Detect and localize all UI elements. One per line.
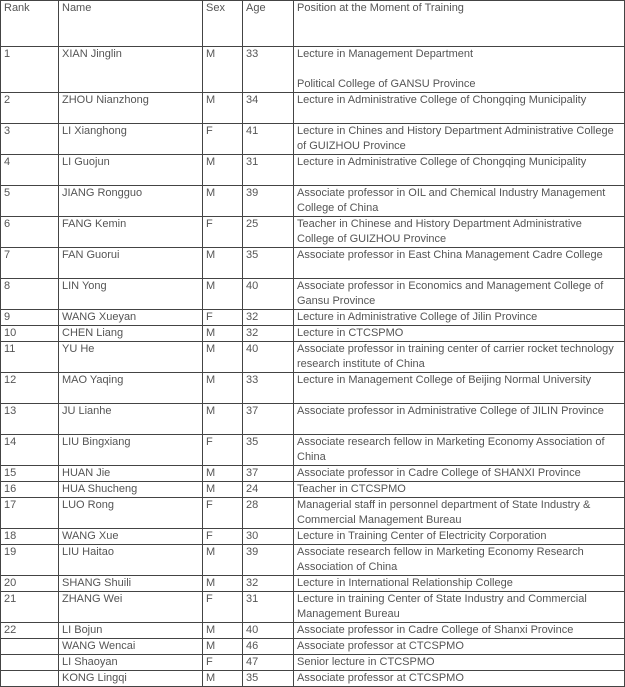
cell-age: 35 xyxy=(243,671,294,687)
cell-sex: M xyxy=(203,404,243,435)
cell-position xyxy=(294,466,625,482)
cell-position xyxy=(294,639,625,655)
cell-sex: M xyxy=(203,576,243,592)
cell-age: 47 xyxy=(243,655,294,671)
cell-age: 39 xyxy=(243,545,294,576)
cell-position xyxy=(294,373,625,404)
cell-rank: 9 xyxy=(1,310,59,326)
cell-rank: 10 xyxy=(1,326,59,342)
table-row xyxy=(1,342,625,373)
table-row xyxy=(1,373,625,404)
header-position: Position at the Moment of Training xyxy=(294,1,625,47)
cell-rank: 1 xyxy=(1,47,59,93)
cell-position xyxy=(294,435,625,466)
cell-sex: M xyxy=(203,93,243,124)
cell-sex: M xyxy=(203,248,243,279)
table-row xyxy=(1,576,625,592)
cell-sex: M xyxy=(203,155,243,186)
cell-age: 28 xyxy=(243,498,294,529)
cell-age: 37 xyxy=(243,404,294,435)
cell-rank: 5 xyxy=(1,186,59,217)
cell-age: 24 xyxy=(243,482,294,498)
cell-rank: 14 xyxy=(1,435,59,466)
position-line: Teacher in Chinese and History Department Administrative College of GUIZHOU Province xyxy=(297,218,582,245)
cell-name: FAN Guorui xyxy=(59,248,203,279)
position-line: Managerial staff in personnel department of State Industry & Commercial Management Bureau xyxy=(297,499,591,526)
cell-name: LIU Haitao xyxy=(59,545,203,576)
cell-age: 30 xyxy=(243,529,294,545)
cell-name: LIN Yong xyxy=(59,279,203,310)
table-row xyxy=(1,498,625,529)
cell-rank: 13 xyxy=(1,404,59,435)
cell-age: 32 xyxy=(243,326,294,342)
cell-position xyxy=(294,623,625,639)
position-line: Lecture in Administrative College of Chongqing Municipality xyxy=(297,94,587,106)
cell-age: 33 xyxy=(243,373,294,404)
cell-name: JU Lianhe xyxy=(59,404,203,435)
position-line: Senior lecture in CTCSPMO xyxy=(297,656,435,668)
cell-sex: M xyxy=(203,639,243,655)
cell-position xyxy=(294,155,625,186)
cell-age: 37 xyxy=(243,466,294,482)
cell-rank: 20 xyxy=(1,576,59,592)
cell-name: WANG Xue xyxy=(59,529,203,545)
cell-position xyxy=(294,279,625,310)
position-line: Associate professor in OIL and Chemical Industry Management College of China xyxy=(297,187,606,214)
cell-name: LIU Bingxiang xyxy=(59,435,203,466)
cell-age: 33 xyxy=(243,47,294,93)
cell-age: 35 xyxy=(243,248,294,279)
cell-position xyxy=(294,404,625,435)
cell-rank: 15 xyxy=(1,466,59,482)
cell-rank: 2 xyxy=(1,93,59,124)
position-line: Associate professor in Administrative College of JILIN Province xyxy=(297,405,604,417)
cell-rank: 19 xyxy=(1,545,59,576)
position-line: Lecture in Chines and History Department Administrative College of GUIZHOU Province xyxy=(297,125,614,152)
table-row xyxy=(1,248,625,279)
cell-age: 32 xyxy=(243,576,294,592)
cell-name: LUO Rong xyxy=(59,498,203,529)
cell-rank: 18 xyxy=(1,529,59,545)
table-row xyxy=(1,310,625,326)
cell-position xyxy=(294,186,625,217)
cell-age: 39 xyxy=(243,186,294,217)
cell-position xyxy=(294,545,625,576)
cell-name: XIAN Jinglin xyxy=(59,47,203,93)
position-line: Associate professor in East China Management Cadre College xyxy=(297,249,603,261)
cell-rank xyxy=(1,671,59,687)
cell-age: 34 xyxy=(243,93,294,124)
header-name: Name xyxy=(59,1,203,47)
cell-position xyxy=(294,248,625,279)
cell-sex: F xyxy=(203,498,243,529)
table-row xyxy=(1,279,625,310)
cell-rank: 12 xyxy=(1,373,59,404)
table-row xyxy=(1,124,625,155)
cell-position xyxy=(294,310,625,326)
cell-position xyxy=(294,592,625,623)
cell-name: KONG Lingqi xyxy=(59,671,203,687)
cell-name: LI Xianghong xyxy=(59,124,203,155)
cell-name: WANG Xueyan xyxy=(59,310,203,326)
cell-name: YU He xyxy=(59,342,203,373)
header-age: Age xyxy=(243,1,294,47)
cell-sex: F xyxy=(203,124,243,155)
cell-position xyxy=(294,124,625,155)
table-row xyxy=(1,326,625,342)
cell-name: LI Guojun xyxy=(59,155,203,186)
cell-sex: M xyxy=(203,373,243,404)
cell-name: MAO Yaqing xyxy=(59,373,203,404)
cell-age: 31 xyxy=(243,592,294,623)
cell-sex: M xyxy=(203,671,243,687)
cell-name: LI Shaoyan xyxy=(59,655,203,671)
table-body xyxy=(1,1,625,687)
cell-age: 32 xyxy=(243,310,294,326)
table-row xyxy=(1,623,625,639)
cell-age: 25 xyxy=(243,217,294,248)
table-row xyxy=(1,404,625,435)
cell-age: 31 xyxy=(243,155,294,186)
cell-sex: M xyxy=(203,623,243,639)
cell-sex: M xyxy=(203,545,243,576)
cell-sex: M xyxy=(203,482,243,498)
position-line xyxy=(297,62,621,77)
position-line: Lecture in Administrative College of Chongqing Municipality xyxy=(297,156,587,168)
position-line: Lecture in Administrative College of Jilin Province xyxy=(297,311,538,323)
cell-rank: 17 xyxy=(1,498,59,529)
position-line: Associate professor at CTCSPMO xyxy=(297,640,464,652)
cell-sex: M xyxy=(203,47,243,93)
cell-age: 40 xyxy=(243,623,294,639)
cell-name: LI Bojun xyxy=(59,623,203,639)
position-line: Teacher in CTCSPMO xyxy=(297,483,406,495)
cell-position xyxy=(294,498,625,529)
cell-sex: F xyxy=(203,529,243,545)
table-row xyxy=(1,93,625,124)
position-line: Associate professor in Cadre College of SHANXI Province xyxy=(297,467,581,479)
cell-age: 46 xyxy=(243,639,294,655)
cell-name: FANG Kemin xyxy=(59,217,203,248)
position-line: Associate professor at CTCSPMO xyxy=(297,672,464,684)
cell-position xyxy=(294,671,625,687)
cell-position xyxy=(294,326,625,342)
cell-rank: 16 xyxy=(1,482,59,498)
position-line: Lecture in training Center of State Industry and Commercial Management Bureau xyxy=(297,593,587,620)
cell-age: 40 xyxy=(243,279,294,310)
cell-sex: M xyxy=(203,342,243,373)
cell-position xyxy=(294,342,625,373)
position-line: Associate professor in Cadre College of Shanxi Province xyxy=(297,624,574,636)
cell-name: ZHOU Nianzhong xyxy=(59,93,203,124)
cell-sex: F xyxy=(203,592,243,623)
position-line: Associate professor in training center of carrier rocket technology research institute of China xyxy=(297,343,614,370)
cell-age: 35 xyxy=(243,435,294,466)
position-line: Associate professor in Economics and Management College of Gansu Province xyxy=(297,280,604,307)
position-line: Associate research fellow in Marketing Economy Research Association of China xyxy=(297,546,584,573)
table-row xyxy=(1,655,625,671)
cell-name: ZHANG Wei xyxy=(59,592,203,623)
cell-name: WANG Wencai xyxy=(59,639,203,655)
cell-sex: M xyxy=(203,186,243,217)
cell-rank: 11 xyxy=(1,342,59,373)
cell-position xyxy=(294,529,625,545)
cell-name: HUAN Jie xyxy=(59,466,203,482)
table-row xyxy=(1,671,625,687)
cell-position xyxy=(294,217,625,248)
position-line: Lecture in International Relationship College xyxy=(297,577,513,589)
table-row xyxy=(1,639,625,655)
cell-rank: 7 xyxy=(1,248,59,279)
cell-rank: 21 xyxy=(1,592,59,623)
cell-rank: 22 xyxy=(1,623,59,639)
table-row xyxy=(1,592,625,623)
position-line: Associate research fellow in Marketing Economy Association of China xyxy=(297,436,605,463)
position-line: Lecture in Management Department xyxy=(297,48,474,60)
table-row xyxy=(1,186,625,217)
position-line: Political College of GANSU Province xyxy=(297,78,476,90)
cell-rank: 6 xyxy=(1,217,59,248)
header-rank: Rank xyxy=(1,1,59,47)
cell-position xyxy=(294,482,625,498)
table-row xyxy=(1,217,625,248)
cell-sex: F xyxy=(203,310,243,326)
cell-age: 40 xyxy=(243,342,294,373)
position-line: Lecture in CTCSPMO xyxy=(297,327,404,339)
cell-rank: 8 xyxy=(1,279,59,310)
cell-sex: F xyxy=(203,217,243,248)
table-row xyxy=(1,482,625,498)
cell-rank xyxy=(1,639,59,655)
cell-rank xyxy=(1,655,59,671)
table-row xyxy=(1,529,625,545)
cell-name: JIANG Rongguo xyxy=(59,186,203,217)
cell-sex: M xyxy=(203,466,243,482)
cell-sex: F xyxy=(203,655,243,671)
table-row xyxy=(1,47,625,93)
table-row xyxy=(1,155,625,186)
cell-position xyxy=(294,576,625,592)
header-sex: Sex xyxy=(203,1,243,47)
cell-sex: M xyxy=(203,279,243,310)
cell-position xyxy=(294,655,625,671)
position-line: Lecture in Training Center of Electricity Corporation xyxy=(297,530,547,542)
table-row xyxy=(1,466,625,482)
cell-position xyxy=(294,93,625,124)
table-row xyxy=(1,435,625,466)
cell-rank: 4 xyxy=(1,155,59,186)
cell-sex: F xyxy=(203,435,243,466)
table-header-row xyxy=(1,1,625,47)
cell-age: 41 xyxy=(243,124,294,155)
cell-position xyxy=(294,47,625,93)
cell-name: CHEN Liang xyxy=(59,326,203,342)
cell-rank: 3 xyxy=(1,124,59,155)
cell-name: HUA Shucheng xyxy=(59,482,203,498)
table-row xyxy=(1,545,625,576)
cell-name: SHANG Shuili xyxy=(59,576,203,592)
cell-sex: M xyxy=(203,326,243,342)
position-line: Lecture in Management College of Beijing Normal University xyxy=(297,374,592,386)
